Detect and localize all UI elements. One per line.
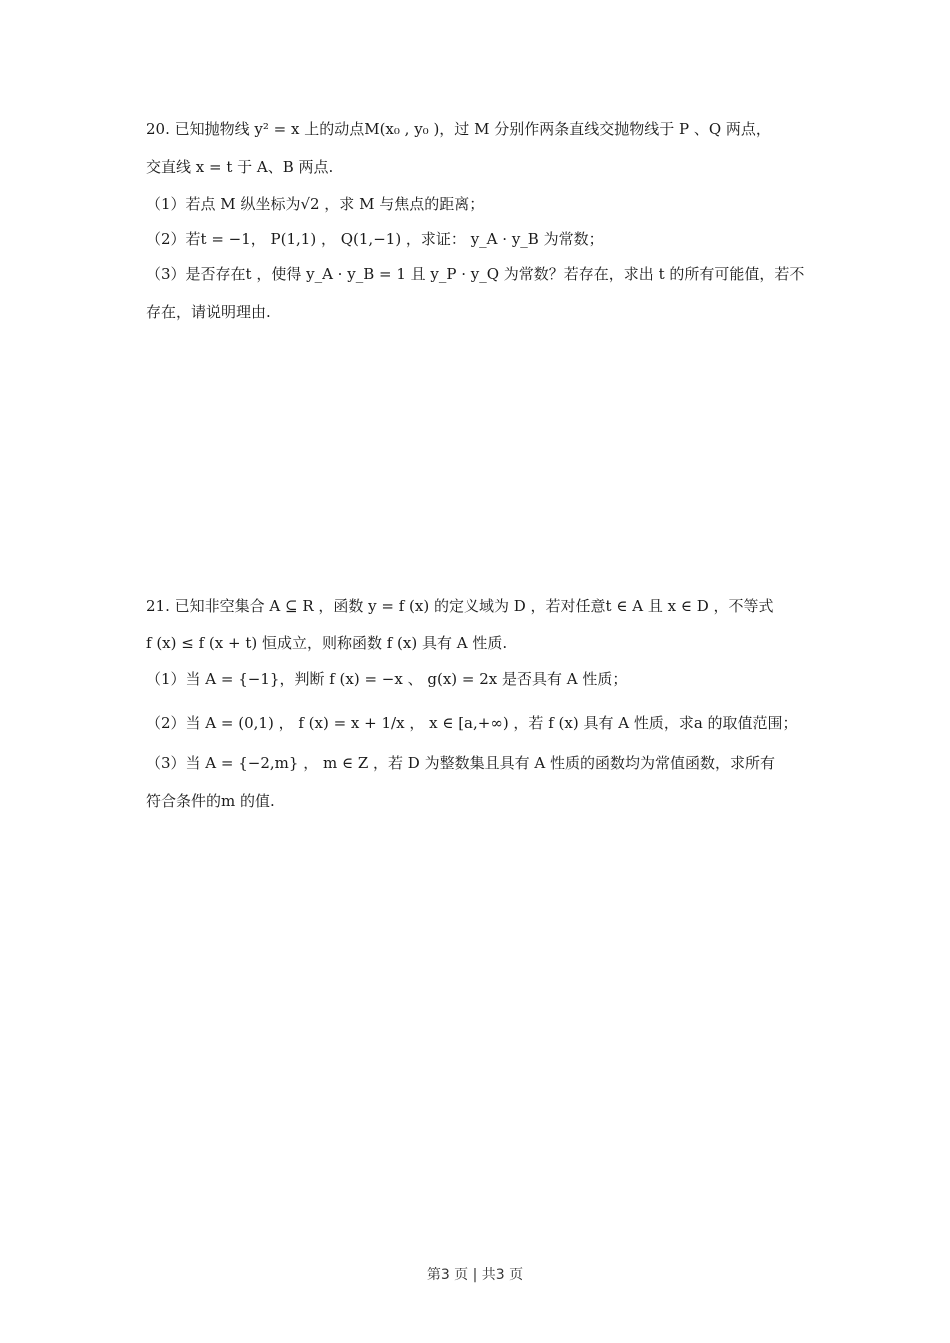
q20-part2: （2）若t = −1， P(1,1) ， Q(1,−1) ，求证： y_A · y_B 为常数； — [146, 230, 604, 248]
q20-part3-line2: 存在，请说明理由. — [146, 303, 271, 321]
q21-part3-line1: （3）当 A = {−2,m} ， m ∈ Z ，若 D 为整数集且具有 A 性质的函数均为常值函数，求所有 — [146, 754, 775, 772]
q21-stem-line1: 21. 已知非空集合 A ⊆ R ，函数 y = f (x) 的定义域为 D ，若对任意t ∈ A 且 x ∈ D ，不等式 — [146, 597, 774, 615]
q21-part1: （1）当 A = {−1}，判断 f (x) = −x 、 g(x) = 2x 是否具有 A 性质； — [146, 670, 628, 688]
q20-part1: （1）若点 M 纵坐标为√2 ，求 M 与焦点的距离； — [146, 195, 485, 213]
q20-stem-line2: 交直线 x = t 于 A、B 两点. — [146, 158, 334, 176]
q21-part2: （2）当 A = (0,1) ， f (x) = x + 1/x ， x ∈ [a,+∞) ，若 f (x) 具有 A 性质，求a 的取值范围； — [146, 714, 798, 732]
q20-part3-line1: （3）是否存在t ，使得 y_A · y_B = 1 且 y_P · y_Q 为常数？若存在，求出 t 的所有可能值，若不 — [146, 265, 805, 283]
page-footer: 第3 页 | 共3 页 — [426, 1267, 524, 1283]
q21-stem-line2: f (x) ≤ f (x + t) 恒成立，则称函数 f (x) 具有 A 性质. — [146, 634, 508, 652]
q21-part3-line2: 符合条件的m 的值. — [146, 792, 275, 810]
q20-stem-line1: 20. 已知抛物线 y² = x 上的动点M(x₀ , y₀ )，过 M 分别作两条直线交抛物线于 P 、Q 两点， — [146, 120, 771, 138]
